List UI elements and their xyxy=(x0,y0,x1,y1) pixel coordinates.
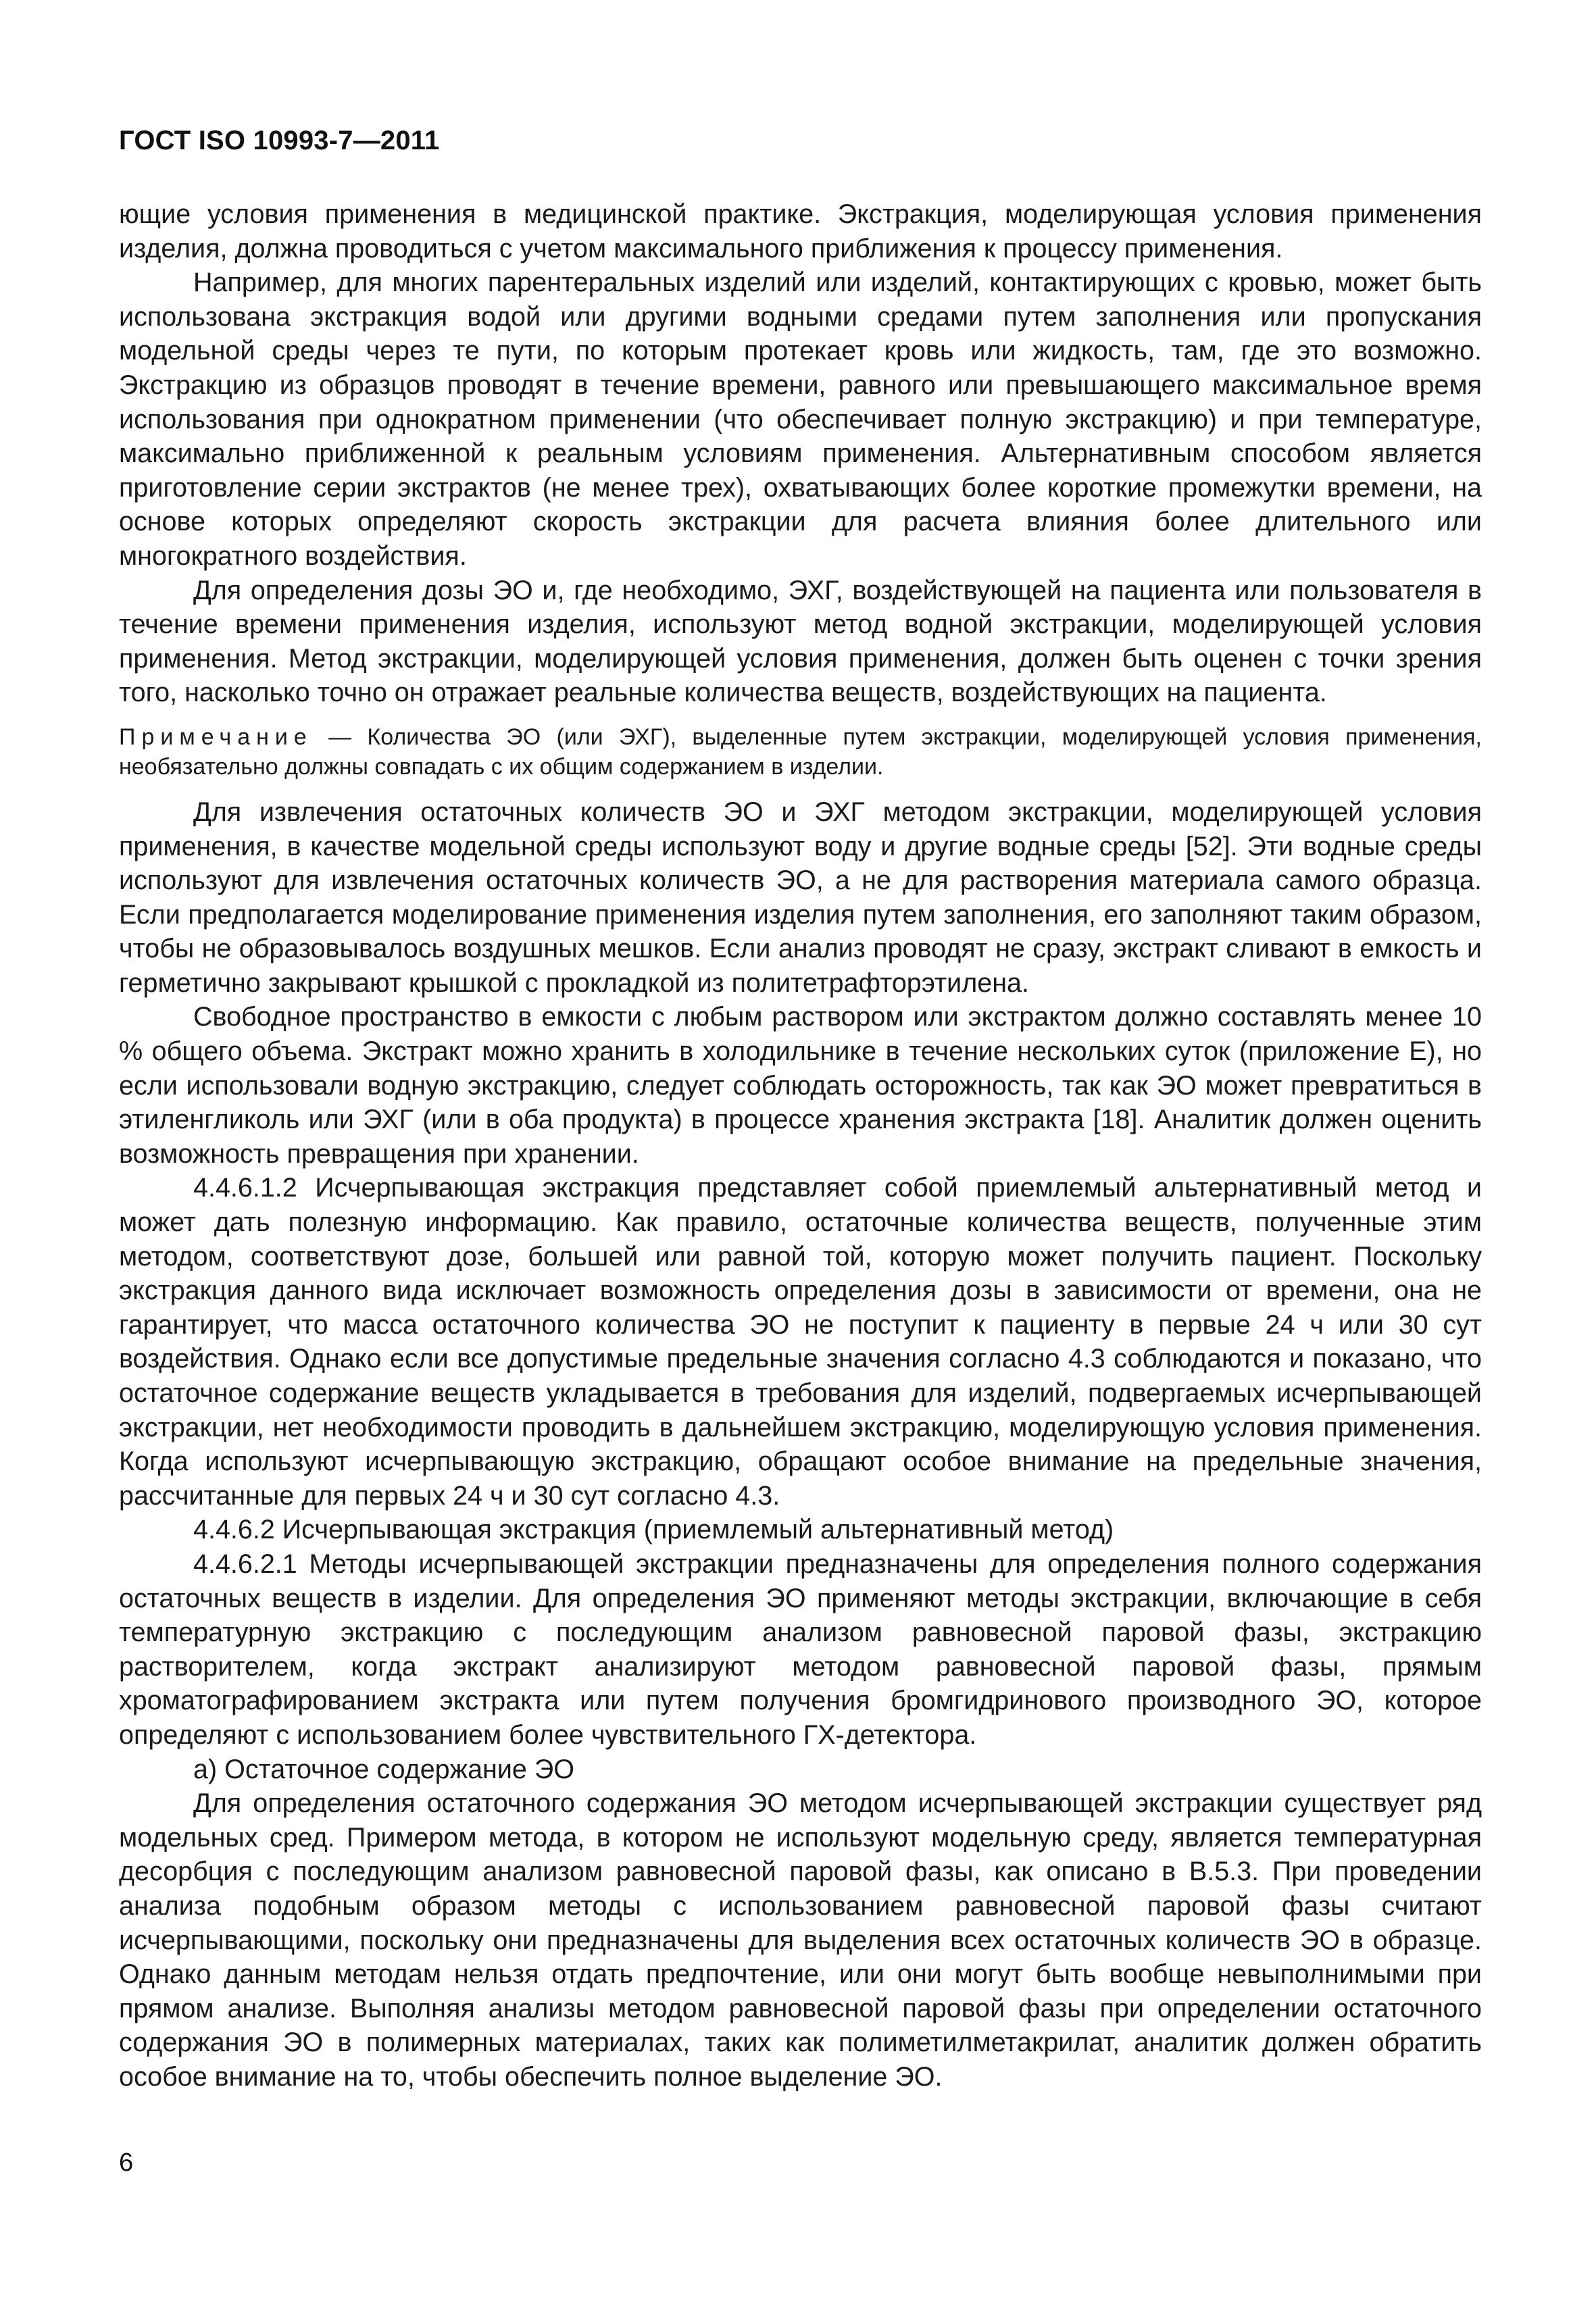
page-number: 6 xyxy=(119,2148,134,2177)
document-header: ГОСТ ISO 10993-7—2011 xyxy=(119,126,440,155)
paragraph-continuation: ющие условия применения в медицинской практике. Экстракция, моделирующая условия применения изделия, должна проводиться с учетом максимального приближения к процессу применения. xyxy=(119,199,1482,263)
note-label: Примечание xyxy=(119,724,313,750)
paragraph: Для извлечения остаточных количеств ЭО и ЭХГ методом экстракции, моделирующей условия применения, в качестве модельной среды используют воду и другие водные среды [52]. Эти водные среды используют для извлечения остаточных количеств ЭО, а не для растворения материала самого образца. Если предполагается моделирование применения изделия путем заполнения, его заполняют таким образом, чтобы не образовывалось воздушных мешков. Если анализ проводят не сразу, экстракт сливают в емкость и герметично закрывают крышкой с прокладкой из политетрафторэтилена. xyxy=(119,797,1482,998)
paragraph: Свободное пространство в емкости с любым раствором или экстрактом должно составлять менее 10 % общего объема. Экстракт можно хранить в холодильнике в течение нескольких суток (приложение Е), но если использовали водную экстракцию, следует соблюдать осторожность, так как ЭО может превратиться в этиленгликоль или ЭХГ (или в оба продукта) в процессе хранения экстракта [18]. Аналитик должен оценить возможность превращения при хранении. xyxy=(119,1002,1482,1169)
note xyxy=(119,722,1482,782)
paragraph-section-4-4-6-2-1: 4.4.6.2.1 Методы исчерпывающей экстракции предназначены для определения полного содержания остаточных веществ в изделии. Для определения ЭО применяют методы экстракции, включающие в себя температурную экстракцию с последующим анализом равновесной паровой фазы, экстракцию растворителем, когда экстракт анализируют методом равновесной паровой фазы, прямым хроматографированием экстракта или путем получения бромгидринового производного ЭО, которое определяют с использованием более чувствительного ГХ-детектора. xyxy=(119,1549,1482,1750)
paragraph: Для определения дозы ЭО и, где необходимо, ЭХГ, воздействующей на пациента или пользователя в течение времени применения изделия, используют метод водной экстракции, моделирующей условия применения. Метод экстракции, моделирующей условия применения, должен быть оценен с точки зрения того, насколько точно он отражает реальные количества веществ, воздействующих на пациента. xyxy=(119,575,1482,708)
paragraph: Для определения остаточного содержания ЭО методом исчерпывающей экстракции существует ряд модельных сред. Примером метода, в котором не используют модельную среду, является температурная десорбция с последующим анализом равновесной паровой фазы, как описано в В.5.3. При проведении анализа подобным образом методы с использованием равновесной паровой фазы считают исчерпывающими, поскольку они предназначены для выделения всех остаточных количеств ЭО в образце. Однако данным методам нельзя отдать предпочтение, или они могут быть вообще невыполнимыми при прямом анализе. Выполняя анализы методом равновесной паровой фазы при определении остаточного содержания ЭО в полимерных материалах, таких как полиметилметакрилат, аналитик должен обратить особое внимание на то, чтобы обеспечить полное выделение ЭО. xyxy=(119,1788,1482,2092)
document-body xyxy=(119,197,1482,2094)
paragraph: Например, для многих парентеральных изделий или изделий, контактирующих с кровью, может быть использована экстракция водой или другими водными средами путем заполнения или пропускания модельной среды через те пути, по которым протекает кровь или жидкость, там, где это возможно. Экстракцию из образцов проводят в течение времени, равного или превышающего максимальное время использования при однократном применении (что обеспечивает полную экстракцию) и при температуре, максимально приближенной к реальным условиям применения. Альтернативным способом является приготовление серии экстрактов (не менее трех), охватывающих более короткие промежутки времени, на основе которых определяют скорость экстракции для расчета влияния более длительного или многократного воздействия. xyxy=(119,268,1482,571)
note-text: — Количества ЭО (или ЭХГ), выделенные путем экстракции, моделирующей условия применения, необязательно должны совпадать с их общим содержанием в изделии. xyxy=(119,724,1482,780)
subsection-heading-a: а) Остаточное содержание ЭО xyxy=(193,1754,574,1784)
paragraph-section-4-4-6-1-2: 4.4.6.1.2 Исчерпывающая экстракция представляет собой приемлемый альтернативный метод и может дать полезную информацию. Как правило, остаточные количества веществ, полученные этим методом, соответствуют дозе, большей или равной той, которую может получить пациент. Поскольку экстракция данного вида исключает возможность определения дозы в зависимости от времени, она не гарантирует, что масса остаточного количества ЭО не поступит к пациенту в первые 24 ч или 30 сут воздействия. Однако если все допустимые предельные значения согласно 4.3 соблюдаются и показано, что остаточное содержание веществ укладывается в требования для изделий, подвергаемых исчерпывающей экстракции, нет необходимости проводить в дальнейшем экстракцию, моделирующую условия применения. Когда используют исчерпывающую экстракцию, обращают особое внимание на предельные значения, рассчитанные для первых 24 ч и 30 сут согласно 4.3. xyxy=(119,1173,1482,1511)
section-heading-4-4-6-2: 4.4.6.2 Исчерпывающая экстракция (приемлемый альтернативный метод) xyxy=(193,1515,1114,1545)
